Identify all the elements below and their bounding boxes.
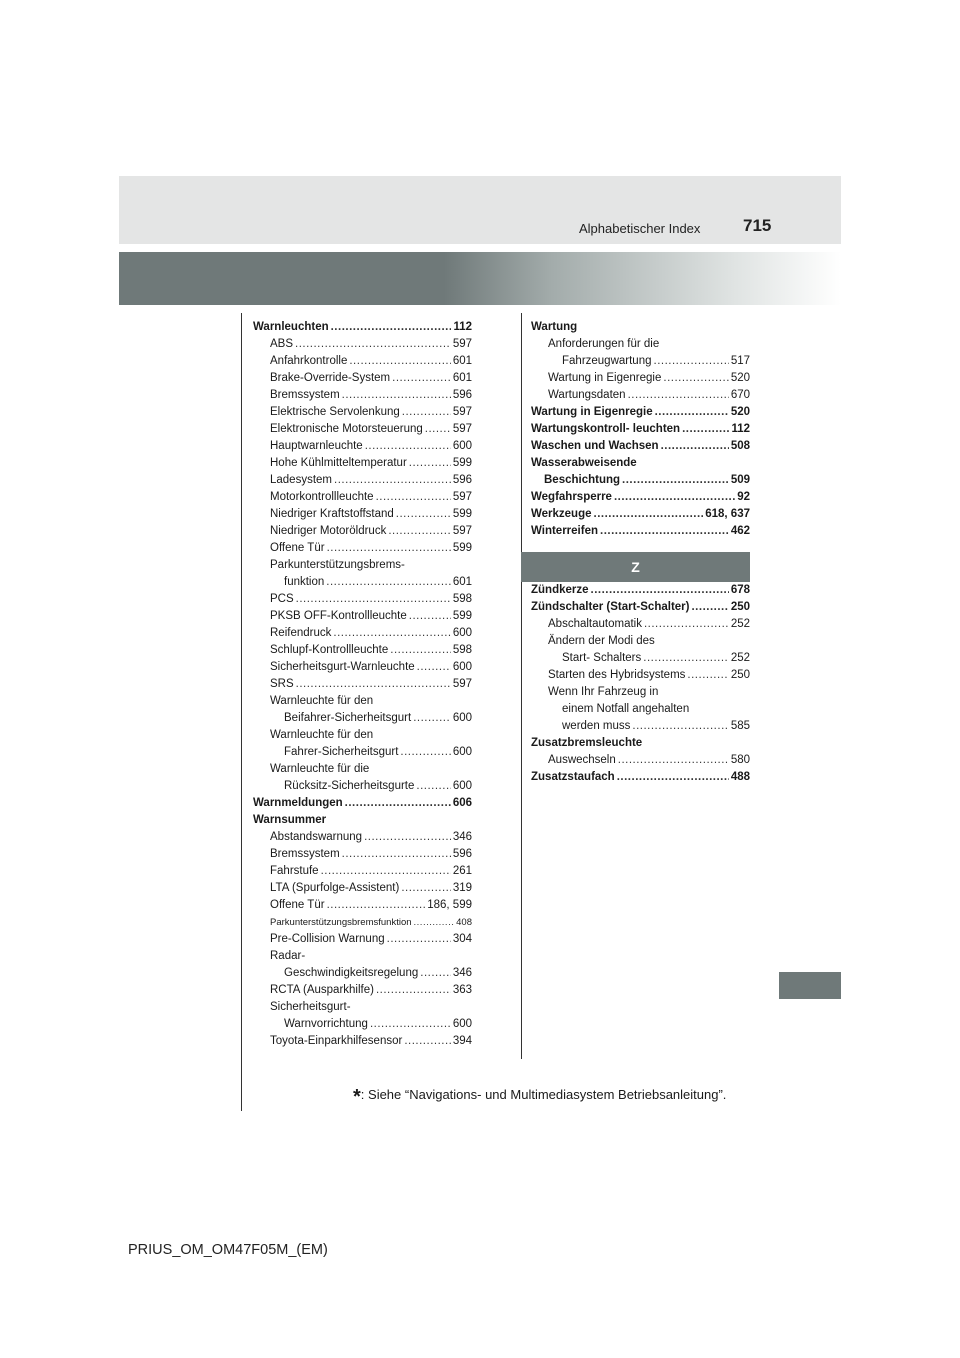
index-term: Beschichtung bbox=[544, 474, 621, 486]
page-reference: 597 bbox=[452, 338, 472, 350]
dot-leader bbox=[628, 387, 729, 404]
index-term: LTA (Spurfolge-Assistent) bbox=[270, 882, 400, 894]
page-reference: 601 bbox=[452, 355, 472, 367]
index-entry bbox=[253, 795, 472, 812]
index-term: RCTA (Ausparkhilfe) bbox=[270, 984, 374, 996]
dot-leader bbox=[420, 965, 451, 982]
index-entry bbox=[531, 752, 750, 769]
page-reference: 598 bbox=[452, 593, 472, 605]
index-term: Brake-Override-System bbox=[270, 372, 391, 384]
dot-leader bbox=[342, 846, 451, 863]
page-reference: 112 bbox=[453, 321, 472, 333]
page-number: 715 bbox=[743, 216, 772, 235]
dot-leader bbox=[400, 744, 450, 761]
index-entry bbox=[531, 599, 750, 616]
index-entry bbox=[253, 829, 472, 846]
index-term: Warnleuchte für den bbox=[270, 729, 374, 741]
index-term: Warnsummer bbox=[253, 814, 327, 826]
index-term: SRS bbox=[270, 678, 294, 690]
index-entry bbox=[531, 667, 750, 684]
index-term: Werkzeuge bbox=[531, 508, 592, 520]
index-entry bbox=[253, 574, 472, 591]
dot-leader bbox=[334, 472, 451, 489]
dot-leader bbox=[370, 1016, 451, 1033]
page-reference: 599 bbox=[452, 542, 472, 554]
index-term: Wenn Ihr Fahrzeug in bbox=[548, 686, 659, 698]
index-entry bbox=[253, 353, 472, 370]
index-term: Wartungsdaten bbox=[548, 389, 626, 401]
index-term: Zündkerze bbox=[531, 584, 589, 596]
index-entry bbox=[253, 336, 472, 353]
page-reference: 250 bbox=[730, 669, 750, 681]
index-term: Warnmeldungen bbox=[253, 797, 343, 809]
page-reference: 112 bbox=[731, 423, 750, 435]
index-entry bbox=[253, 387, 472, 404]
page-reference: 261 bbox=[452, 865, 472, 877]
index-entry bbox=[253, 880, 472, 897]
index-term: Hohe Kühlmitteltemperatur bbox=[270, 457, 407, 469]
dot-leader bbox=[663, 370, 728, 387]
index-term: Elektrische Servolenkung bbox=[270, 406, 400, 418]
index-term: Warnleuchte für den bbox=[270, 695, 374, 707]
page-reference: 252 bbox=[730, 618, 750, 630]
index-term: Ändern der Modi des bbox=[548, 635, 655, 647]
index-term: Abstandswarnung bbox=[270, 831, 363, 843]
index-term: einem Notfall angehalten bbox=[562, 703, 690, 715]
footnote bbox=[353, 1086, 726, 1109]
page-reference: 346 bbox=[452, 967, 472, 979]
index-entry bbox=[253, 659, 472, 676]
page-reference: 250 bbox=[730, 601, 750, 613]
index-term: Geschwindigkeitsregelung bbox=[284, 967, 419, 979]
index-term: Schlupf-Kontrollleuchte bbox=[270, 644, 389, 656]
index-term: Warnvorrichtung bbox=[284, 1018, 368, 1030]
page-reference: 600 bbox=[452, 712, 472, 724]
page-reference: 319 bbox=[452, 882, 472, 894]
index-entry bbox=[531, 421, 750, 438]
index-term: Motorkontrollleuchte bbox=[270, 491, 374, 503]
section-letter-z: Z bbox=[521, 552, 750, 582]
index-term: Zusatzbremsleuchte bbox=[531, 737, 643, 749]
page-reference: 600 bbox=[452, 746, 472, 758]
page-reference: 597 bbox=[452, 491, 472, 503]
index-term: Parkunterstützungsbrems- bbox=[270, 559, 405, 571]
index-term: Wartungskontroll- leuchten bbox=[531, 423, 681, 435]
index-term: Winterreifen bbox=[531, 525, 598, 537]
dot-leader bbox=[349, 353, 450, 370]
index-entry bbox=[253, 1016, 472, 1033]
index-entry bbox=[531, 336, 750, 353]
index-entry bbox=[253, 710, 472, 727]
index-term: Warnleuchten bbox=[253, 321, 329, 333]
index-term: funktion bbox=[284, 576, 325, 588]
index-entry bbox=[253, 914, 472, 931]
dot-leader bbox=[622, 472, 729, 489]
dot-leader bbox=[617, 769, 729, 786]
dot-leader bbox=[413, 710, 451, 727]
page-reference: 488 bbox=[730, 771, 750, 783]
dot-leader bbox=[331, 319, 452, 336]
index-term: Warnleuchte für die bbox=[270, 763, 370, 775]
index-entry bbox=[531, 472, 750, 489]
dot-leader bbox=[643, 650, 729, 667]
index-entry bbox=[253, 863, 472, 880]
index-entry bbox=[253, 846, 472, 863]
index-entry bbox=[253, 642, 472, 659]
index-entry bbox=[531, 701, 750, 718]
index-term: PCS bbox=[270, 593, 294, 605]
page-reference: 600 bbox=[452, 1018, 472, 1030]
index-term: Pre-Collision Warnung bbox=[270, 933, 385, 945]
document-code: PRIUS_OM_OM47F05M_(EM) bbox=[128, 1242, 328, 1258]
index-entry bbox=[253, 438, 472, 455]
page-reference: 596 bbox=[452, 848, 472, 860]
dot-leader bbox=[345, 795, 451, 812]
index-entry bbox=[531, 650, 750, 667]
page-reference: 408 bbox=[456, 917, 472, 928]
index-term: Zündschalter (Start-Schalter) bbox=[531, 601, 690, 613]
dot-leader bbox=[390, 642, 451, 659]
index-entry bbox=[253, 370, 472, 387]
index-term: Starten des Hybridsystems bbox=[548, 669, 686, 681]
dot-leader bbox=[388, 523, 450, 540]
page-reference: 601 bbox=[452, 576, 472, 588]
index-entry bbox=[253, 421, 472, 438]
index-term: Fahrer-Sicherheitsgurt bbox=[284, 746, 399, 758]
dot-leader bbox=[682, 421, 729, 438]
index-entry bbox=[531, 735, 750, 752]
page-reference: 606 bbox=[452, 797, 472, 809]
section-title: Alphabetischer Index bbox=[579, 221, 701, 236]
page-reference: 585 bbox=[730, 720, 750, 732]
dot-leader bbox=[333, 625, 450, 642]
index-entry bbox=[531, 523, 750, 540]
index-term: Fahrzeugwartung bbox=[562, 355, 652, 367]
index-term: Start- Schalters bbox=[562, 652, 642, 664]
index-term: Zusatzstaufach bbox=[531, 771, 615, 783]
index-entry bbox=[531, 438, 750, 455]
page-reference: 252 bbox=[730, 652, 750, 664]
index-entry bbox=[531, 455, 750, 472]
index-term: Abschaltautomatik bbox=[548, 618, 642, 630]
page-reference: 596 bbox=[452, 389, 472, 401]
index-entry bbox=[253, 489, 472, 506]
dot-leader bbox=[614, 489, 735, 506]
page-reference: 600 bbox=[452, 440, 472, 452]
dot-leader bbox=[661, 438, 729, 455]
dot-leader bbox=[387, 931, 451, 948]
index-term: Toyota-Einparkhilfesensor bbox=[270, 1035, 403, 1047]
page-reference: 92 bbox=[737, 491, 750, 503]
index-entry bbox=[253, 1033, 472, 1050]
chapter-tab bbox=[779, 972, 841, 999]
page-reference: 363 bbox=[452, 984, 472, 996]
index-column-z bbox=[531, 582, 750, 786]
index-term: Auswechseln bbox=[548, 754, 616, 766]
index-term: Anforderungen für die bbox=[548, 338, 660, 350]
index-entry bbox=[253, 625, 472, 642]
dot-leader bbox=[296, 676, 451, 693]
index-term: Rücksitz-Sicherheitsgurte bbox=[284, 780, 415, 792]
index-entry bbox=[253, 608, 472, 625]
index-term: Offene Tür bbox=[270, 899, 325, 911]
index-term: Niedriger Motoröldruck bbox=[270, 525, 387, 537]
page-reference: 600 bbox=[452, 780, 472, 792]
index-entry bbox=[253, 472, 472, 489]
index-term: Wartung bbox=[531, 321, 578, 333]
dot-leader bbox=[409, 455, 451, 472]
page-reference: 601 bbox=[452, 372, 472, 384]
index-entry bbox=[253, 455, 472, 472]
index-term: Parkunterstützungsbremsfunktion bbox=[270, 917, 412, 928]
page-reference: 596 bbox=[452, 474, 472, 486]
index-entry bbox=[253, 982, 472, 999]
index-entry bbox=[253, 999, 472, 1016]
index-entry bbox=[531, 769, 750, 786]
index-entry bbox=[253, 523, 472, 540]
index-entry bbox=[531, 489, 750, 506]
page-reference: 580 bbox=[730, 754, 750, 766]
index-term: Wasserabweisende bbox=[531, 457, 637, 469]
index-entry bbox=[531, 506, 750, 523]
dot-leader bbox=[687, 667, 728, 684]
index-entry bbox=[531, 684, 750, 701]
index-term: Elektronische Motorsteuerung bbox=[270, 423, 423, 435]
dot-leader bbox=[644, 616, 729, 633]
page-reference: 394 bbox=[452, 1035, 472, 1047]
page-reference: 618, 637 bbox=[705, 508, 750, 520]
footnote-symbol: * bbox=[353, 1086, 361, 1108]
index-term: PKSB OFF-Kontrollleuchte bbox=[270, 610, 407, 622]
index-term: Wartung in Eigenregie bbox=[531, 406, 653, 418]
index-term: Wegfahrsperre bbox=[531, 491, 612, 503]
page-reference: 597 bbox=[452, 678, 472, 690]
index-term: Radar- bbox=[270, 950, 306, 962]
page-reference: 186, 599 bbox=[427, 899, 472, 911]
dot-leader bbox=[425, 421, 451, 438]
index-entry bbox=[253, 506, 472, 523]
dot-leader bbox=[594, 506, 704, 523]
index-column-left bbox=[253, 319, 472, 1050]
page-reference: 597 bbox=[452, 423, 472, 435]
index-entry bbox=[253, 557, 472, 574]
page-reference: 678 bbox=[730, 584, 750, 596]
page-reference: 508 bbox=[730, 440, 750, 452]
dot-leader bbox=[326, 574, 451, 591]
index-term: Fahrstufe bbox=[270, 865, 319, 877]
dot-leader bbox=[416, 778, 450, 795]
page-reference: 346 bbox=[452, 831, 472, 843]
header-band bbox=[119, 176, 841, 244]
dot-leader bbox=[404, 1033, 450, 1050]
index-entry bbox=[253, 778, 472, 795]
page-reference: 520 bbox=[730, 372, 750, 384]
dot-leader bbox=[327, 540, 451, 557]
index-entry bbox=[253, 319, 472, 336]
index-entry bbox=[253, 744, 472, 761]
index-entry bbox=[253, 404, 472, 421]
dot-leader bbox=[342, 387, 451, 404]
column-divider bbox=[521, 313, 522, 1059]
decorative-gradient-bar bbox=[119, 252, 841, 305]
dot-leader bbox=[409, 608, 451, 625]
index-term: Sicherheitsgurt-Warnleuchte bbox=[270, 661, 415, 673]
index-entry bbox=[253, 591, 472, 608]
dot-leader bbox=[655, 404, 729, 421]
dot-leader bbox=[365, 438, 451, 455]
page-reference: 599 bbox=[452, 610, 472, 622]
index-term: Anfahrkontrolle bbox=[270, 355, 348, 367]
index-entry bbox=[253, 761, 472, 778]
page-reference: 462 bbox=[730, 525, 750, 537]
index-term: Sicherheitsgurt- bbox=[270, 1001, 351, 1013]
dot-leader bbox=[401, 880, 450, 897]
footnote-text: : Siehe “Navigations- und Multimediasystem Betriebsanleitung”. bbox=[360, 1087, 727, 1102]
index-entry bbox=[253, 676, 472, 693]
index-term: Niedriger Kraftstoffstand bbox=[270, 508, 394, 520]
page-reference: 304 bbox=[452, 933, 472, 945]
index-entry bbox=[531, 616, 750, 633]
index-entry bbox=[531, 319, 750, 336]
index-term: Offene Tür bbox=[270, 542, 325, 554]
dot-leader bbox=[321, 863, 451, 880]
index-entry bbox=[531, 633, 750, 650]
index-term: Ladesystem bbox=[270, 474, 333, 486]
index-term: Reifendruck bbox=[270, 627, 332, 639]
dot-leader bbox=[591, 582, 729, 599]
page-reference: 600 bbox=[452, 661, 472, 673]
index-entry bbox=[531, 582, 750, 599]
page-reference: 520 bbox=[730, 406, 750, 418]
index-term: Hauptwarnleuchte bbox=[270, 440, 363, 452]
index-entry bbox=[531, 370, 750, 387]
dot-leader bbox=[392, 370, 451, 387]
index-term: Wartung in Eigenregie bbox=[548, 372, 662, 384]
dot-leader bbox=[327, 897, 426, 914]
dot-leader bbox=[364, 829, 451, 846]
dot-leader bbox=[376, 982, 451, 999]
index-term: Beifahrer-Sicherheitsgurt bbox=[284, 712, 412, 724]
dot-leader bbox=[295, 336, 451, 353]
page-reference: 598 bbox=[452, 644, 472, 656]
dot-leader bbox=[402, 404, 451, 421]
page-reference: 597 bbox=[452, 406, 472, 418]
index-entry bbox=[531, 404, 750, 421]
index-term: Waschen und Wachsen bbox=[531, 440, 659, 452]
index-entry bbox=[253, 965, 472, 982]
page-reference: 599 bbox=[452, 457, 472, 469]
page-reference: 599 bbox=[452, 508, 472, 520]
dot-leader bbox=[632, 718, 728, 735]
index-term: ABS bbox=[270, 338, 294, 350]
index-term: werden muss bbox=[562, 720, 631, 732]
index-term: Bremssystem bbox=[270, 389, 340, 401]
index-entry bbox=[531, 718, 750, 735]
index-entry bbox=[253, 693, 472, 710]
dot-leader bbox=[414, 914, 455, 931]
index-term: Bremssystem bbox=[270, 848, 340, 860]
dot-leader bbox=[376, 489, 451, 506]
page-reference: 517 bbox=[730, 355, 750, 367]
index-column-w bbox=[531, 319, 750, 540]
dot-leader bbox=[618, 752, 729, 769]
page-reference: 509 bbox=[730, 474, 750, 486]
page-reference: 597 bbox=[452, 525, 472, 537]
index-entry bbox=[531, 353, 750, 370]
page-reference: 670 bbox=[730, 389, 750, 401]
dot-leader bbox=[691, 599, 728, 616]
left-rule bbox=[241, 313, 242, 1111]
index-entry bbox=[531, 387, 750, 404]
index-entry bbox=[253, 812, 472, 829]
index-entry bbox=[253, 948, 472, 965]
index-entry bbox=[253, 931, 472, 948]
dot-leader bbox=[600, 523, 729, 540]
index-entry bbox=[253, 727, 472, 744]
index-entry bbox=[253, 897, 472, 914]
index-entry bbox=[253, 540, 472, 557]
dot-leader bbox=[654, 353, 729, 370]
dot-leader bbox=[396, 506, 451, 523]
dot-leader bbox=[417, 659, 451, 676]
dot-leader bbox=[296, 591, 451, 608]
page-reference: 600 bbox=[452, 627, 472, 639]
